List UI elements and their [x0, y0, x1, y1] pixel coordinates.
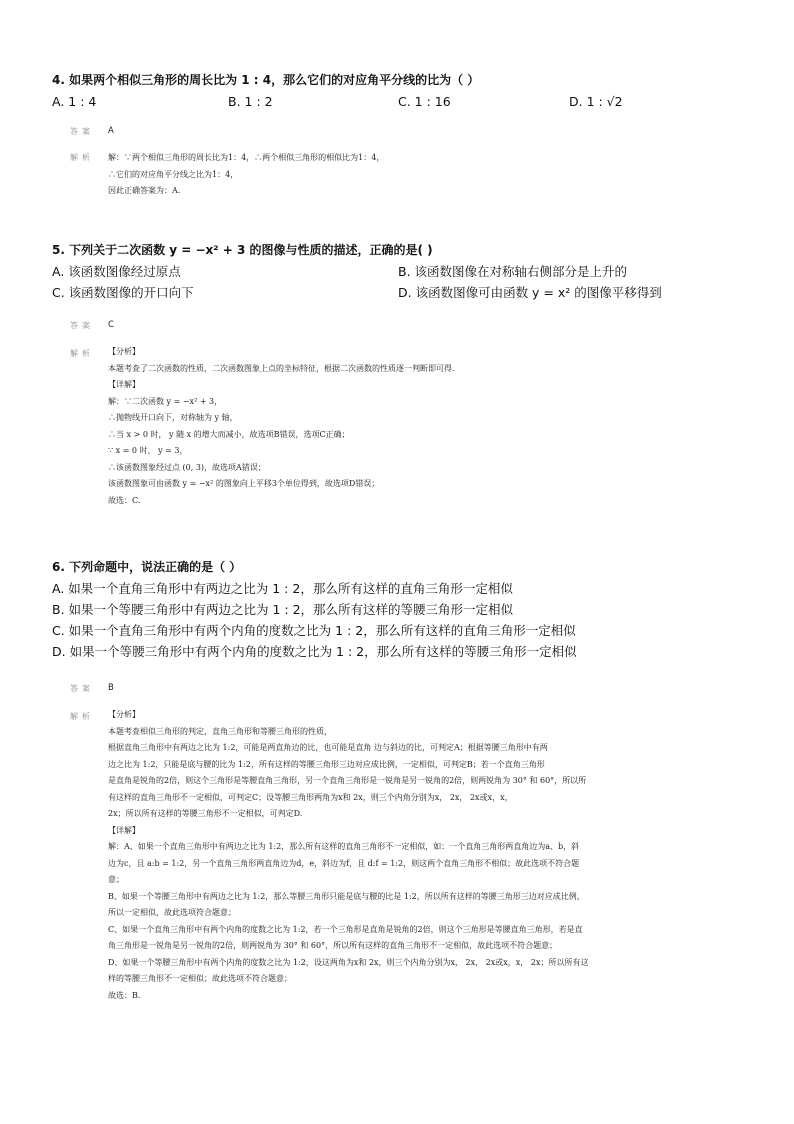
analysis-line: 是直角是锐角的2倍，则这个三角形是等腰直角三角形，另一个直角三角形是一锐角是另一锐角的2倍，则两锐角为 30° 和 60°，所以所 — [108, 776, 587, 785]
analysis-line: 【分析】 — [108, 347, 140, 356]
analysis-line: 本题考查了二次函数的性质，二次函数图象上点的坐标特征，根据二次函数的性质逐一判断即可得. — [108, 363, 455, 373]
answer-value: B — [108, 683, 114, 693]
option-c: C. 如果一个直角三角形中有两个内角的度数之比为 1 : 2，那么所有这样的直角三角形一定相似 — [52, 623, 576, 638]
analysis-line: 本题考查相似三角形的判定，直角三角形和等腰三角形的性质， — [108, 726, 332, 736]
analysis-line: B、如果一个等腰三角形中有两边之比为 1:2，那么等腰三角形只能是底与腰的比是 1:2，所以所有这样的等腰三角形三边对应成比例， — [108, 891, 585, 901]
analysis-label: 解析 — [70, 153, 94, 162]
question-6-title: 6. 下列命题中，说法正确的是（ ） — [52, 560, 242, 574]
analysis-line: ∴该函数图象经过点 (0, 3)，故选项A错误； — [108, 462, 266, 472]
question-5-options-row-2 — [52, 282, 754, 303]
analysis-line: 解：A、如果一个直角三角形中有两边之比为 1:2，那么所有这样的直角三角形不一定相似，如：一个直角三角形两直角边为a、b，斜 — [108, 842, 580, 851]
analysis-line: 解：∵两个相似三角形的周长比为1：4，∴两个相似三角形的相似比为1：4， — [108, 153, 385, 162]
option-c: C. 该函数图像的开口向下 — [52, 285, 194, 300]
answer-value: C — [108, 320, 114, 330]
analysis-line: 根据直角三角形中有两边之比为 1:2，可能是两直角边的比，也可能是直角 边与斜边的比，可判定A；根据等腰三角形中有两 — [108, 743, 548, 752]
option-b: B. 如果一个等腰三角形中有两边之比为 1 : 2，那么所有这样的等腰三角形一定相似 — [52, 602, 514, 617]
option-d: D. 1 : √2 — [569, 94, 623, 109]
analysis-line: 因此正确答案为：A. — [108, 186, 181, 195]
analysis-line: ∴抛物线开口向下，对称轴为 y 轴， — [108, 413, 238, 422]
question-5-title: 5. 下列关于二次函数 y = −x² + 3 的图像与性质的描述，正确的是( ) — [52, 243, 433, 257]
question-5 — [52, 241, 754, 303]
question-6 — [52, 558, 754, 662]
analysis-body — [108, 707, 754, 1004]
analysis-body — [108, 344, 754, 509]
question-4-title: 4. 如果两个相似三角形的周长比为 1 : 4，那么它们的对应角平分线的比为（ ） — [52, 73, 480, 87]
analysis-line: C、如果一个直角三角形中有两个内角的度数之比为 1:2，若一个三角形是直角是锐角的2倍，则这个三角形是等腰直角三角形，若是直 — [108, 924, 583, 934]
question-6-options — [52, 578, 754, 662]
option-c: C. 1 : 16 — [398, 94, 451, 109]
option-a: A. 如果一个直角三角形中有两边之比为 1 : 2，那么所有这样的直角三角形一定相似 — [52, 581, 513, 596]
analysis-line: D、如果一个等腰三角形中有两个内角的度数之比为 1:2，设这两角为x和 2x，则三个内角分别为x， 2x， 2x或x，x， 2x；所以所有这 — [108, 957, 589, 967]
answer-label: 答案 — [70, 321, 94, 330]
analysis-line: 故选：C. — [108, 495, 141, 505]
analysis-line: 边为c，且 a:b = 1:2，另一个直角三角形两直角边为d，e，斜边为f，且 d:f = 1:2，则这两个直角三角形不相似；故此选项不符合题 — [108, 858, 580, 868]
analysis-line: 有这样的直角三角形不一定相似，可判定C；设等腰三角形两角为x和 2x，则三个内角分别为x， 2x， 2x或x，x， — [108, 792, 513, 802]
analysis-line: 角三角形是一锐角是另一锐角的2倍，则两锐角为 30° 和 60°，所以所有这样的直角三角形不一定相似，故此选项不符合题意； — [108, 941, 558, 950]
option-b: B. 1 : 2 — [228, 94, 273, 109]
analysis-line: 该函数图象可由函数 y = −x² 的图象向上平移3个单位得到，故选项D错误； — [108, 479, 380, 488]
analysis-line: 【分析】 — [108, 710, 140, 719]
analysis-line: 意； — [108, 875, 124, 884]
answer-value: A — [108, 126, 114, 136]
analysis-label: 解析 — [70, 712, 94, 721]
question-5-options-row-1 — [52, 261, 754, 282]
option-a: A. 该函数图像经过原点 — [52, 264, 181, 279]
analysis-line: 2x；所以所有这样的等腰三角形不一定相似，可判定D. — [108, 809, 303, 818]
analysis-line: 样的等腰三角形不一定相似；故此选项不符合题意； — [108, 974, 292, 983]
analysis-line: 边之比为 1:2，只能是底与腰的比为 1:2，所有这样的等腰三角形三边对应成比例，一定相似，可判定B；若一个直角三角形 — [108, 759, 545, 769]
option-a: A. 1 : 4 — [52, 94, 97, 109]
question-4-options — [52, 91, 754, 112]
option-d: D. 如果一个等腰三角形中有两个内角的度数之比为 1 : 2，那么所有这样的等腰三角形一定相似 — [52, 644, 577, 659]
analysis-line: ∴当 x > 0 时， y 随 x 的增大而减小，故选项B错误，选项C正确； — [108, 429, 350, 439]
analysis-line: ∴它们的对应角平分线之比为1：4， — [108, 169, 239, 179]
analysis-line: ∵ x = 0 时， y = 3， — [108, 446, 188, 455]
analysis-line: 解：∵二次函数 y = −x² + 3， — [108, 396, 223, 406]
question-4 — [52, 71, 754, 112]
option-d: D. 该函数图像可由函数 y = x² 的图像平移得到 — [398, 285, 662, 300]
analysis-line: 【详解】 — [108, 825, 140, 835]
answer-label: 答案 — [70, 684, 94, 693]
answer-label: 答案 — [70, 127, 94, 136]
option-b: B. 该函数图像在对称轴右侧部分是上升的 — [398, 264, 628, 279]
analysis-line: 【详解】 — [108, 380, 140, 389]
analysis-line: 所以一定相似，故此选项符合题意； — [108, 908, 236, 917]
analysis-body — [108, 150, 754, 200]
analysis-line: 故选：B. — [108, 990, 141, 1000]
analysis-label: 解析 — [70, 349, 94, 358]
